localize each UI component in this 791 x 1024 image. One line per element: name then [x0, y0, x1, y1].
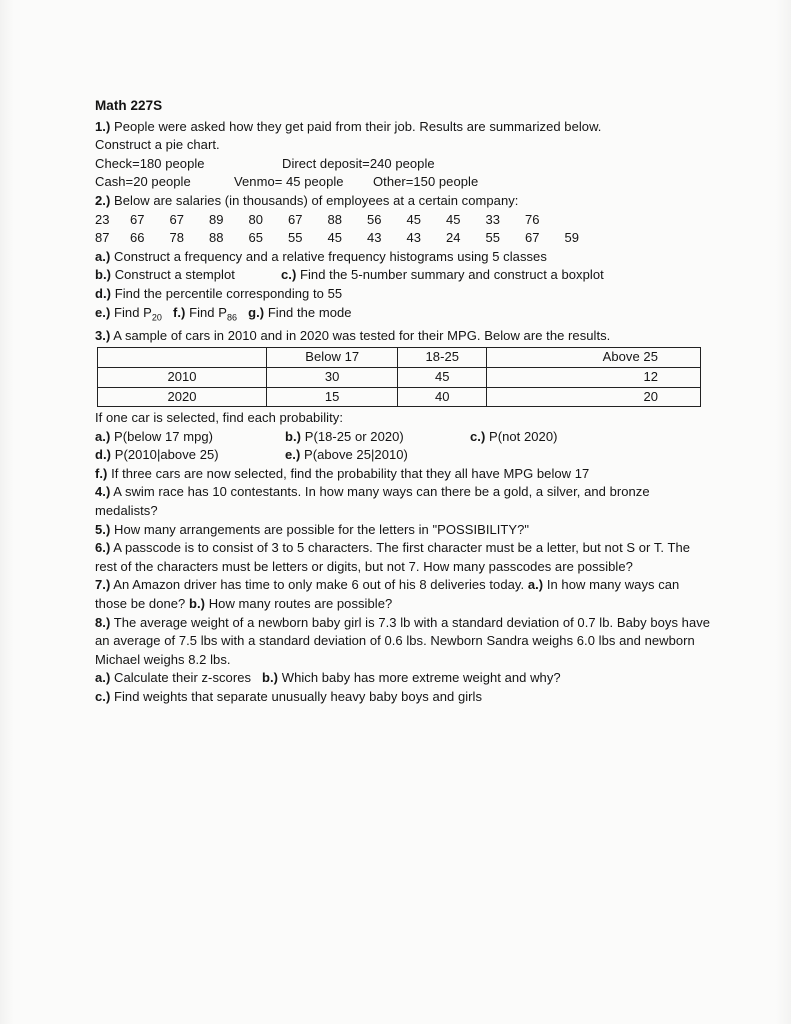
table-header-cell — [98, 348, 267, 368]
q2d-label: d.) — [95, 285, 112, 301]
salary-value: 67 — [169, 211, 185, 227]
q7-line — [95, 576, 715, 613]
q7a-label: a.) — [527, 577, 544, 593]
q3-number: 3.) — [95, 327, 111, 343]
q4-line — [95, 483, 715, 520]
q1-line — [95, 118, 715, 137]
q3-line — [95, 327, 715, 346]
q2b-label: b.) — [95, 267, 112, 283]
q6-line — [95, 539, 715, 576]
salary-value: 33 — [485, 211, 501, 227]
salary-value: 43 — [406, 230, 422, 246]
q3f-line — [95, 465, 715, 484]
page-title: Math 227S — [95, 98, 163, 113]
q3f-text: If three cars are now selected, find the probability that they all have MPG below 17 — [111, 465, 590, 481]
q2d-line — [95, 285, 715, 304]
salary-value: 55 — [485, 230, 501, 246]
salary-value: 78 — [169, 230, 185, 246]
q1-direct: Direct deposit=240 people — [282, 155, 435, 171]
salary-row-2 — [95, 229, 715, 248]
salary-value: 67 — [288, 211, 303, 227]
q2d-text: Find the percentile corresponding to 55 — [114, 285, 343, 301]
q2a-text: Construct a frequency and a relative frequency histograms using 5 classes — [114, 248, 547, 264]
q3c-text: P(not 2020) — [489, 428, 558, 444]
q8-text: The average weight of a newborn baby girl is 7.3 lb with a standard deviation of 0.7 lb. Baby boys have an average of 7.5 lbs with a standard deviation of 0.6 lbs. Newborn Sandra weighs 6.0 lbs and newborn Michael weighs 8.2 lbs. — [95, 614, 711, 667]
table-cell: 2020 — [98, 387, 267, 407]
q8c-label: c.) — [95, 689, 111, 704]
q8b-label: b.) — [262, 670, 279, 686]
q2bc-line — [95, 266, 715, 285]
q8-number: 8.) — [95, 614, 111, 630]
q3e-text: P(above 25|2010) — [304, 447, 408, 463]
salary-value: 23 — [95, 211, 110, 227]
q2g-label: g.) — [248, 304, 265, 320]
q3d-label: d.) — [95, 447, 112, 463]
salary-value: 45 — [446, 211, 461, 227]
q2-number: 2.) — [95, 192, 111, 208]
q2f-text: Find P — [189, 304, 227, 320]
q3a-label: a.) — [95, 428, 111, 444]
q2c-text: Find the 5-number summary and construct a boxplot — [300, 267, 604, 283]
q8a-label: a.) — [95, 670, 111, 686]
salary-value: 88 — [327, 211, 343, 227]
q3b-text: P(18-25 or 2020) — [304, 428, 404, 444]
mpg-table — [97, 347, 701, 407]
q2b-text: Construct a stemplot — [114, 267, 235, 283]
table-header-cell: Below 17 — [267, 348, 398, 368]
salary-value: 87 — [95, 230, 110, 246]
salary-value: 89 — [209, 211, 224, 227]
salary-value: 80 — [248, 211, 264, 227]
q5-line — [95, 521, 715, 540]
q5-text: How many arrangements are possible for the letters in "POSSIBILITY?" — [114, 521, 530, 537]
q1-number: 1.) — [95, 118, 111, 134]
table-cell: 20 — [487, 387, 701, 407]
q1-row1 — [95, 155, 715, 174]
q3abc-line — [95, 428, 715, 447]
q3e-label: e.) — [285, 447, 301, 463]
table-cell: 15 — [267, 387, 398, 407]
q2f-subscript: 86 — [226, 312, 238, 323]
q3f-label: f.) — [95, 465, 108, 481]
salary-value: 66 — [130, 230, 145, 246]
q2e-text: Find P — [114, 304, 152, 320]
q4-text: A swim race has 10 contestants. In how many ways can there be a gold, a silver, and bronze medalists? — [95, 484, 650, 519]
q2e-label: e.) — [95, 304, 111, 320]
q7b-text: How many routes are possible? — [208, 596, 393, 612]
q7-text: An Amazon driver has time to only make 6 out of his 8 deliveries today. — [113, 577, 525, 593]
q8-line — [95, 614, 715, 670]
salary-value: 76 — [525, 211, 540, 227]
q2-text: Below are salaries (in thousands) of employees at a certain company: — [114, 192, 519, 208]
salary-value: 55 — [288, 230, 303, 246]
q2efg-line — [95, 304, 715, 327]
q1-row2 — [95, 173, 715, 192]
q3d-text: P(2010|above 25) — [114, 447, 219, 463]
q2c-label: c.) — [281, 267, 297, 283]
q6-number: 6.) — [95, 540, 111, 556]
q8a-text: Calculate their z-scores — [114, 670, 252, 686]
salary-value: 43 — [367, 230, 382, 246]
salary-row-1 — [95, 211, 715, 230]
q7b-label: b.) — [189, 596, 206, 612]
q1-other: Other=150 people — [373, 174, 479, 190]
q1-check: Check=180 people — [95, 155, 205, 171]
table-cell: 45 — [398, 367, 487, 387]
q5-number: 5.) — [95, 521, 111, 537]
table-row — [98, 367, 701, 387]
q8b-text: Which baby has more extreme weight and why? — [281, 670, 561, 686]
q2g-text: Find the mode — [267, 304, 352, 320]
table-cell: 12 — [487, 367, 701, 387]
salary-value: 59 — [564, 230, 580, 246]
table-header-cell: Above 25 — [487, 348, 701, 368]
q1-text2: Construct a pie chart. — [95, 137, 220, 153]
q3b-label: b.) — [285, 428, 302, 444]
q2e-subscript: 20 — [151, 312, 162, 323]
table-header-row — [98, 348, 701, 368]
salary-value: 88 — [209, 230, 224, 246]
salary-value: 67 — [130, 211, 145, 227]
q8ab-line — [95, 669, 715, 688]
table-cell: 30 — [267, 367, 398, 387]
salary-value: 45 — [327, 230, 343, 246]
q3de-line — [95, 446, 715, 465]
q2a-label: a.) — [95, 248, 111, 264]
table-cell: 40 — [398, 387, 487, 407]
q7a-text: In how many ways can those be done? — [95, 577, 680, 612]
q3c-label: c.) — [470, 428, 486, 444]
q8c-text: Find weights that separate unusually heavy baby boys and girls — [114, 689, 483, 704]
table-header-cell: 18-25 — [398, 348, 487, 368]
q8c-line — [95, 688, 715, 707]
q3a-text: P(below 17 mpg) — [114, 428, 214, 444]
q2a-line — [95, 248, 715, 267]
worksheet — [95, 97, 715, 707]
q2f-label: f.) — [173, 304, 186, 320]
q2-line — [95, 192, 715, 211]
salary-value: 45 — [406, 211, 422, 227]
table-row — [98, 387, 701, 407]
q1-venmo: Venmo= 45 people — [234, 174, 344, 190]
q4-number: 4.) — [95, 484, 111, 500]
q3-text: A sample of cars in 2010 and in 2020 was tested for their MPG. Below are the results. — [113, 327, 611, 343]
salary-value: 67 — [525, 230, 540, 246]
salary-value: 56 — [367, 211, 382, 227]
q7-number: 7.) — [95, 577, 111, 593]
q6-text: A passcode is to consist of 3 to 5 characters. The first character must be a letter, but not S or T. The rest of the characters must be letters or digits, but not 7. How many passcodes are possible? — [95, 540, 691, 574]
table-cell: 2010 — [98, 367, 267, 387]
q1-text: People were asked how they get paid from their job. Results are summarized below. — [114, 118, 602, 134]
q3-intro: If one car is selected, find each probability: — [95, 410, 343, 426]
q1-cash: Cash=20 people — [95, 174, 191, 190]
salary-value: 24 — [446, 230, 461, 246]
salary-value: 65 — [248, 230, 264, 246]
